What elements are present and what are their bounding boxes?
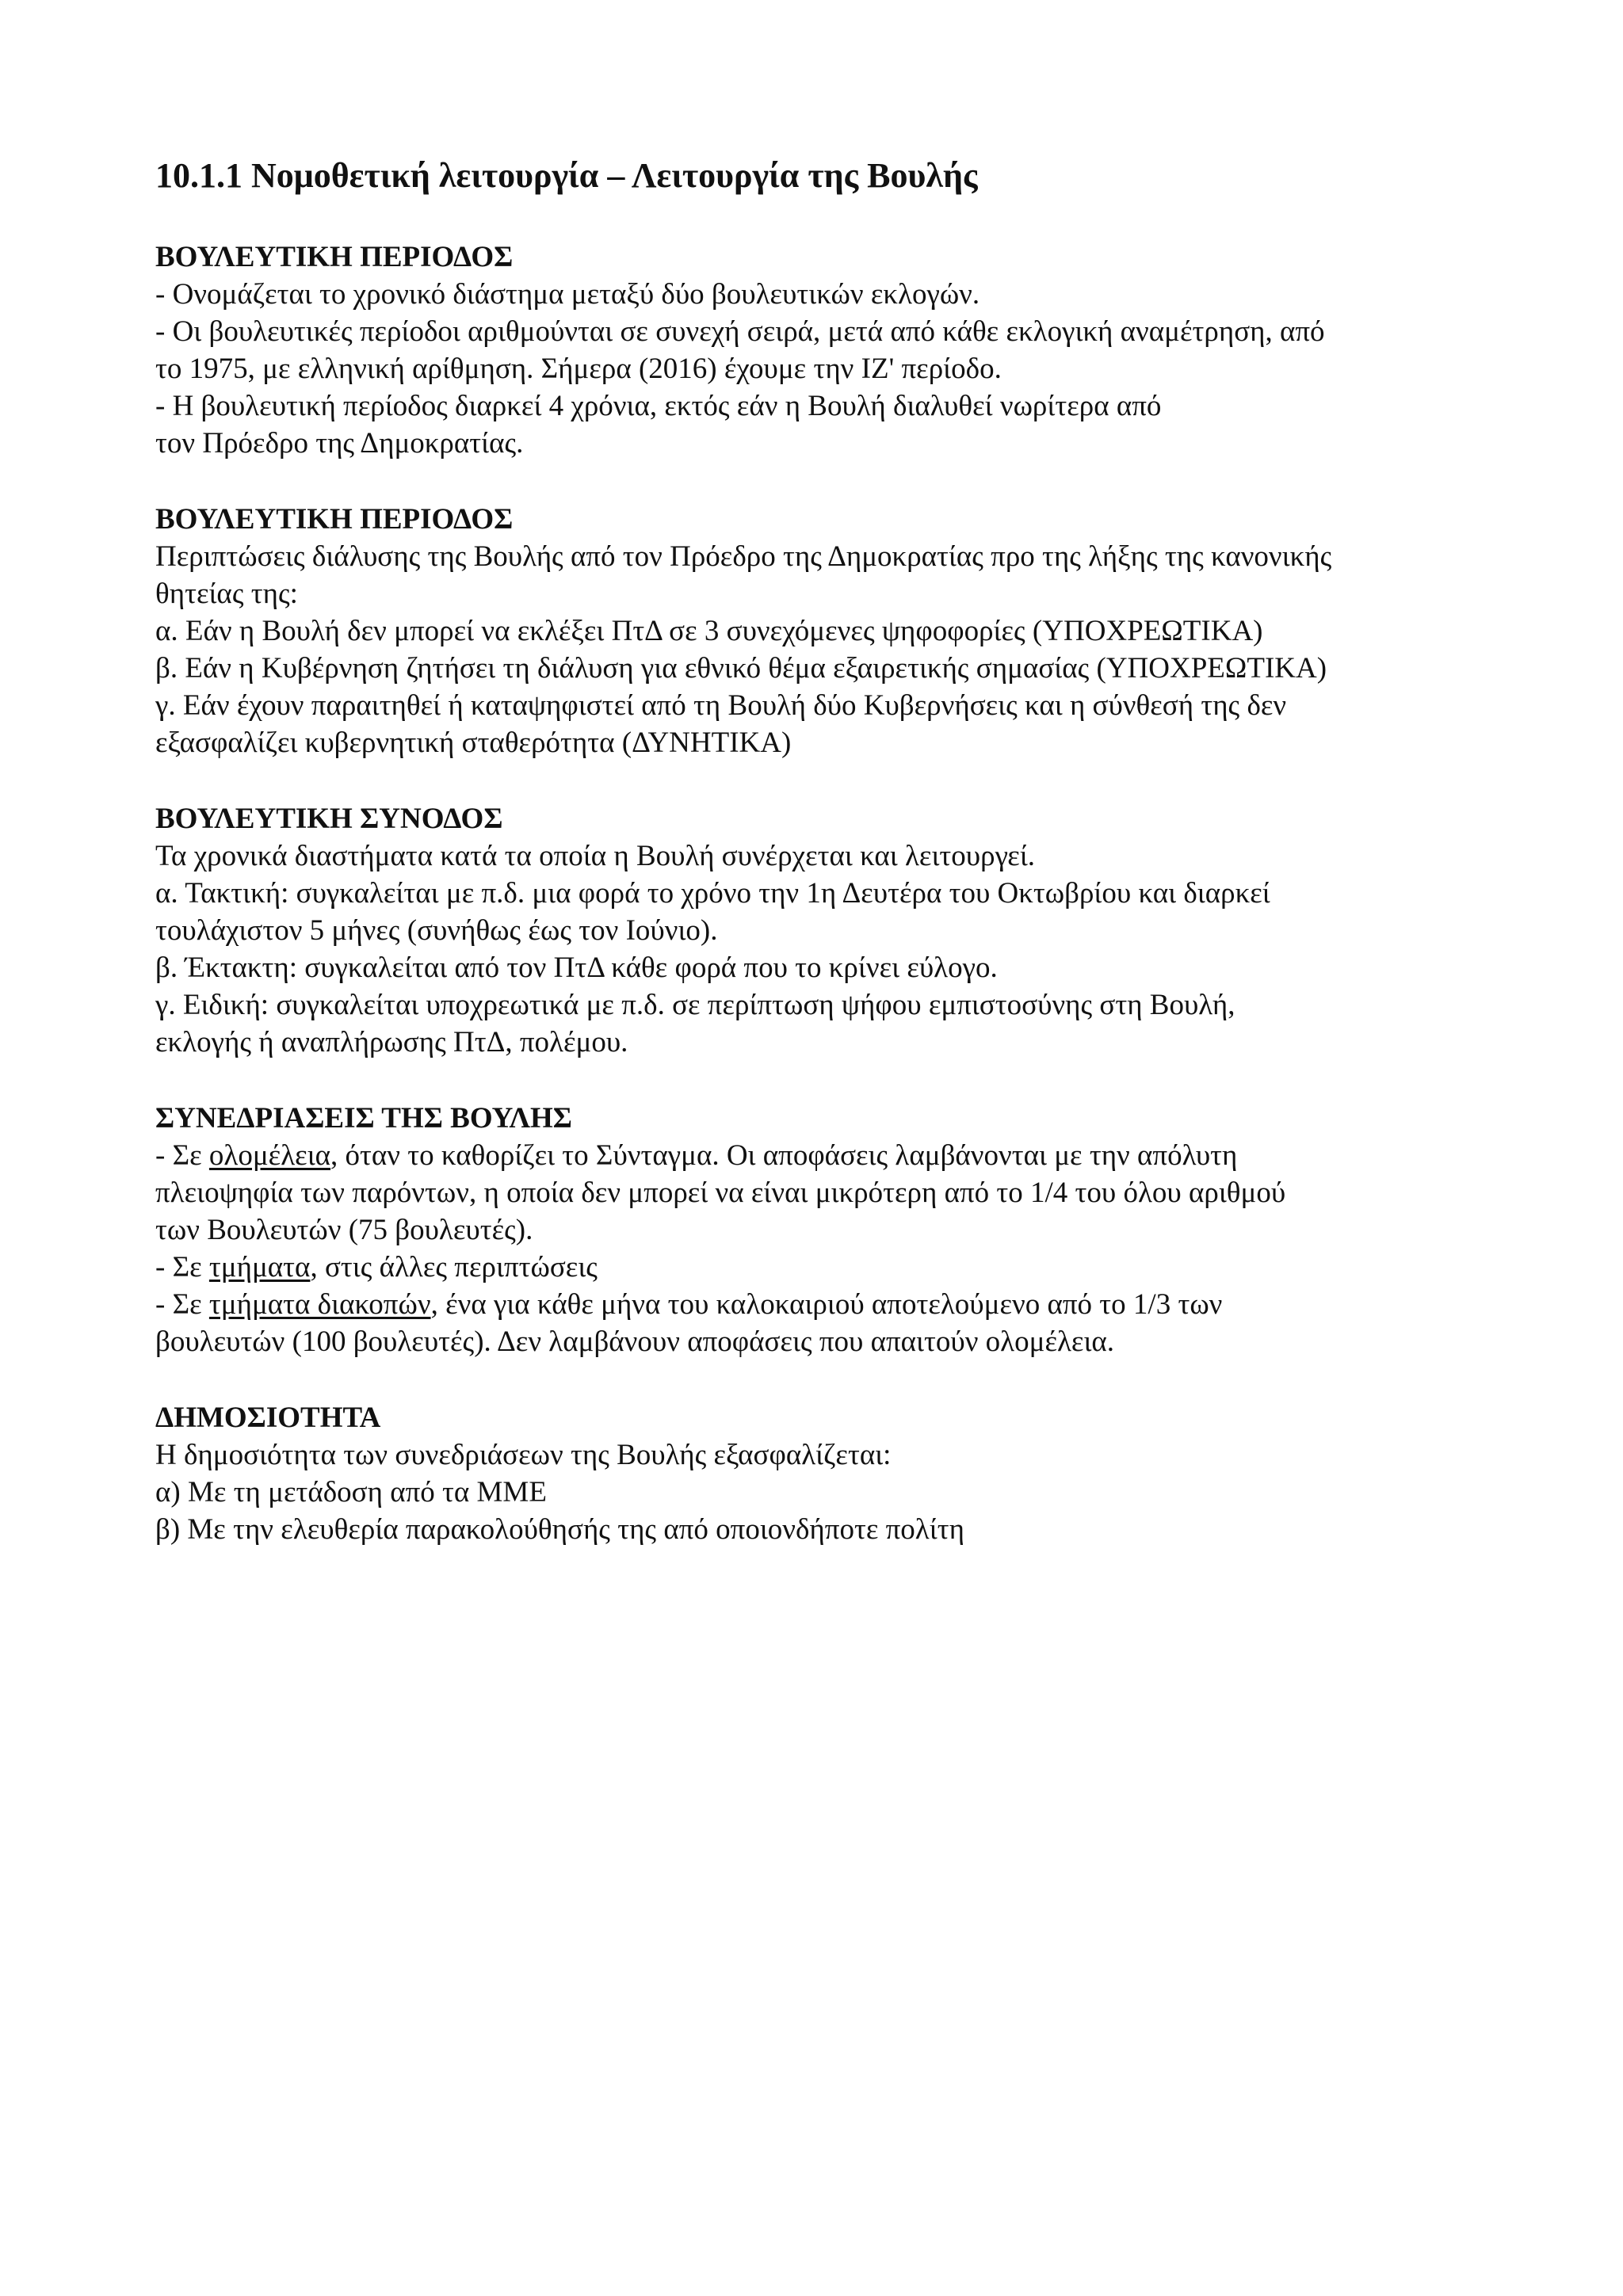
text-line: α. Τακτική: συγκαλείται με π.δ. μια φορά το χρόνο την 1η Δευτέρα του Οκτωβρίου και διαρκεί [155, 876, 1270, 910]
text-line: Περιπτώσεις διάλυσης της Βουλής από τον Πρόεδρο της Δημοκρατίας προ της λήξης της κανονικής [155, 540, 1332, 573]
text-line: Τα χρονικά διαστήματα κατά τα οποία η Βουλή συνέρχεται και λειτουργεί. [155, 839, 1036, 872]
text-line [155, 1137, 1487, 1174]
text-line: α) Με τη μετάδοση από τα ΜΜΕ [155, 1475, 547, 1508]
section-parliament-sittings [155, 1100, 1487, 1360]
section-heading: ΣΥΝΕΔΡΙΑΣΕΙΣ ΤΗΣ ΒΟΥΛΗΣ [155, 1101, 572, 1135]
text-line: εκλογής ή αναπλήρωσης ΠτΔ, πολέμου. [155, 1025, 628, 1058]
section-heading: ΒΟΥΛΕΥΤΙΚΗ ΠΕΡΙΟΔΟΣ [155, 502, 514, 536]
text-line: α. Εάν η Βουλή δεν μπορεί να εκλέξει ΠτΔ σε 3 συνεχόμενες ψηφοφορίες (ΥΠΟΧΡΕΩΤΙΚΑ) [155, 614, 1263, 647]
text-segment: , στις άλλες περιπτώσεις [310, 1250, 598, 1283]
text-line: πλειοψηφία των παρόντων, η οποία δεν μπορεί να είναι μικρότερη από το 1/4 του όλου αριθμού [155, 1176, 1286, 1209]
text-line: των Βουλευτών (75 βουλευτές). [155, 1213, 533, 1246]
text-segment: - Σε [155, 1138, 209, 1172]
text-line [155, 1286, 1487, 1323]
section-heading: ΒΟΥΛΕΥΤΙΚΗ ΣΥΝΟΔΟΣ [155, 802, 503, 835]
text-line: το 1975, με ελληνική αρίθμηση. Σήμερα (2016) έχουμε την ΙΖ' περίοδο. [155, 352, 1002, 385]
underlined-term: τμήματα διακοπών [208, 1287, 431, 1321]
text-line: βουλευτών (100 βουλευτές). Δεν λαμβάνουν αποφάσεις που απαιτούν ολομέλεια. [155, 1325, 1115, 1358]
section-heading: ΒΟΥΛΕΥΤΙΚΗ ΠΕΡΙΟΔΟΣ [155, 240, 514, 273]
text-line: γ. Εάν έχουν παραιτηθεί ή καταψηφιστεί από τη Βουλή δύο Κυβερνήσεις και η σύνθεσή της δεν [155, 688, 1287, 722]
text-line [155, 1249, 1487, 1286]
text-line: Η δημοσιότητα των συνεδριάσεων της Βουλής εξασφαλίζεται: [155, 1438, 892, 1471]
section-heading: ΔΗΜΟΣΙΟΤΗΤΑ [155, 1401, 381, 1434]
section-publicity [155, 1399, 1487, 1548]
document-page [155, 155, 1487, 1587]
document-title: 10.1.1 Νομοθετική λειτουργία – Λειτουργία της Βουλής [155, 156, 978, 195]
text-segment: - Σε [155, 1250, 209, 1283]
text-line: εξασφαλίζει κυβερνητική σταθερότητα (ΔΥΝΗΤΙΚΑ) [155, 726, 792, 759]
text-line: γ. Ειδική: συγκαλείται υποχρεωτικά με π.δ. σε περίπτωση ψήφου εμπιστοσύνης στη Βουλή, [155, 988, 1235, 1021]
underlined-term: τμήματα [208, 1250, 311, 1283]
text-segment: - Σε [155, 1287, 209, 1321]
underlined-term: ολομέλεια [208, 1138, 331, 1172]
text-line: - Η βουλευτική περίοδος διαρκεί 4 χρόνια, εκτός εάν η Βουλή διαλυθεί νωρίτερα από [155, 389, 1162, 422]
text-line: τουλάχιστον 5 μήνες (συνήθως έως τον Ιούνιο). [155, 913, 718, 947]
text-line: τον Πρόεδρο της Δημοκρατίας. [155, 426, 524, 460]
section-parliamentary-term [155, 238, 1487, 462]
text-line: - Οι βουλευτικές περίοδοι αριθμούνται σε συνεχή σειρά, μετά από κάθε εκλογική αναμέτρηση, από [155, 315, 1325, 348]
section-dissolution-cases [155, 501, 1487, 761]
text-line: β. Εάν η Κυβέρνηση ζητήσει τη διάλυση για εθνικό θέμα εξαιρετικής σημασίας (ΥΠΟΧΡΕΩΤΙΚΑ) [155, 651, 1327, 685]
section-parliamentary-session [155, 800, 1487, 1061]
text-line: - Ονομάζεται το χρονικό διάστημα μεταξύ δύο βουλευτικών εκλογών. [155, 277, 980, 311]
text-segment: , όταν το καθορίζει το Σύνταγμα. Οι αποφάσεις λαμβάνονται με την απόλυτη [330, 1138, 1238, 1172]
text-line: θητείας της: [155, 577, 298, 610]
text-line: β) Με την ελευθερία παρακολούθησής της από οποιονδήποτε πολίτη [155, 1512, 964, 1546]
text-line: β. Έκτακτη: συγκαλείται από τον ΠτΔ κάθε φορά που το κρίνει εύλογο. [155, 951, 998, 984]
text-segment: , ένα για κάθε μήνα του καλοκαιριού αποτελούμενο από το 1/3 των [430, 1287, 1223, 1321]
